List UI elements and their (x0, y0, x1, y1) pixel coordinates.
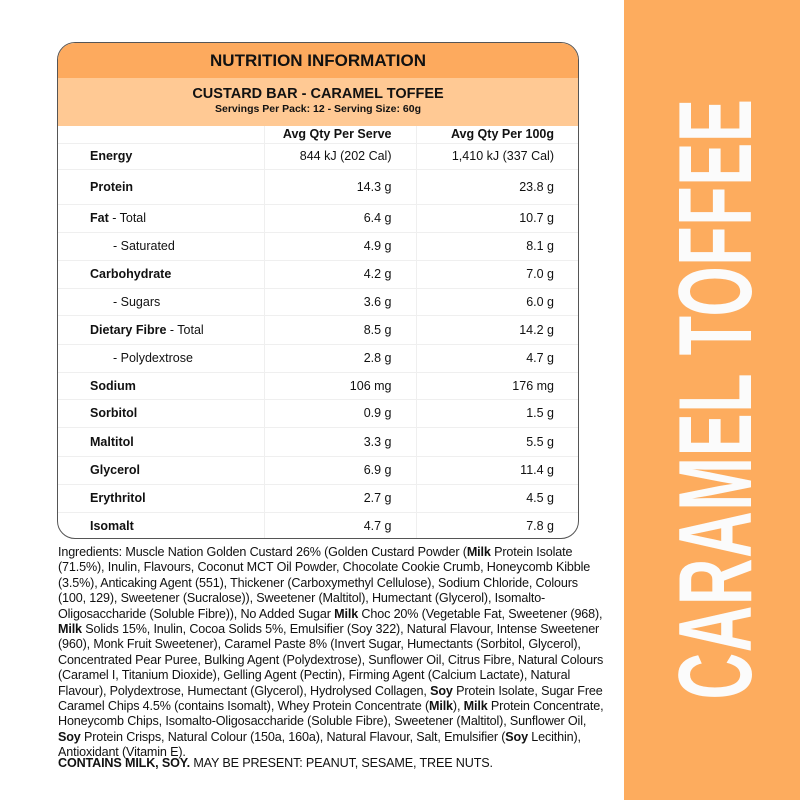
ingredient-text: Lecithin), Antioxidant (Vitamin E). (58, 729, 581, 760)
per-serve-value: 4.2 g (264, 260, 416, 288)
nutrient-qualifier: - Total (108, 211, 147, 225)
nutrient-label: Energy (90, 149, 133, 163)
table-row (58, 288, 578, 315)
nutrient-name (58, 399, 264, 427)
ingredient-text: Protein Isolate, Sugar Free Caramel Chips 4.5% (contains Isomalt), Whey Protein Concentrate ( (58, 683, 603, 714)
per-100g-value: 23.8 g (416, 169, 578, 204)
nutrient-label: Erythritol (90, 491, 146, 505)
allergen-highlight: Milk (429, 699, 453, 714)
table-row (58, 372, 578, 399)
panel-title: NUTRITION INFORMATION (58, 43, 578, 78)
per-100g-value: 4.5 g (416, 484, 578, 512)
flavour-vertical-title: CARAMEL TOFFEE (658, 98, 774, 700)
ingredient-text: Protein Isolate (71.5%), Inulin, Flavours, Coconut MCT Oil Powder, Chocolate Cookie Crumb, Honeycomb Kibble (3.5%), Anticaking Agent (551), Thickener (Carboxymethyl Cellulose), Sodium Chloride, Colours (100, 129), Sweetener (Sucralose)), Sweetener (Maltitol), Humectant (Glycerol), Isomalto-Oligosaccharide (Soluble Fibre)), No Added Sugar (58, 545, 591, 621)
per-100g-value: 1.5 g (416, 399, 578, 427)
nutrient-name (58, 456, 264, 484)
per-100g-value: 8.1 g (416, 232, 578, 260)
nutrient-name (58, 344, 264, 372)
allergen-statement (58, 756, 608, 771)
nutrient-qualifier: - Saturated (113, 239, 175, 253)
table-row (58, 143, 578, 169)
per-100g-value: 7.0 g (416, 260, 578, 288)
ingredient-text: Ingredients: Muscle Nation Golden Custard 26% (Golden Custard Powder ( (58, 545, 467, 559)
nutrient-label: Dietary Fibre (90, 322, 167, 337)
table-row (58, 344, 578, 372)
nutrient-label: Isomalt (90, 518, 134, 533)
per-serve-value: 6.4 g (264, 204, 416, 232)
per-serve-value: 3.6 g (264, 288, 416, 315)
nutrient-label: Sodium (90, 378, 136, 393)
per-100g-value: 7.8 g (416, 512, 578, 539)
per-100g-value: 176 mg (416, 372, 578, 399)
table-row (58, 204, 578, 232)
nutrient-name (58, 232, 264, 260)
nutrient-qualifier: - Sugars (113, 294, 161, 309)
allergen-highlight: Milk (58, 622, 82, 637)
per-100g-value: 14.2 g (416, 315, 578, 344)
allergen-highlight: Milk (334, 606, 359, 621)
per-serve-value: 2.8 g (264, 344, 416, 372)
table-row (58, 232, 578, 260)
product-header (58, 78, 578, 126)
servings-info: Servings Per Pack: 12 - Serving Size: 60g (214, 103, 421, 115)
table-row (58, 456, 578, 484)
nutrient-name (58, 169, 264, 204)
allergen-highlight: Milk (466, 545, 491, 559)
nutrient-label: Sorbitol (90, 406, 138, 420)
per-100g-value: 10.7 g (416, 204, 578, 232)
per-100g-value: 5.5 g (416, 427, 578, 456)
per-serve-value: 4.9 g (264, 232, 416, 260)
ingredient-text: Protein Concentrate, Honeycomb Chips, Isomalto-Oligosaccharide (Soluble Fibre), Sweetener (Maltitol), Sunflower Oil, (58, 699, 604, 729)
nutrient-qualifier: - Polydextrose (113, 351, 193, 365)
product-name: CUSTARD BAR - CARAMEL TOFFEE (192, 86, 444, 102)
nutrient-name (58, 260, 264, 288)
ingredient-text: ), (452, 699, 464, 714)
table-row (58, 169, 578, 204)
nutrient-label: Maltitol (90, 434, 134, 449)
per-serve-value: 14.3 g (264, 169, 416, 204)
ingredients-list (58, 545, 608, 761)
per-100g-value: 4.7 g (416, 344, 578, 372)
nutrition-rows (58, 143, 578, 539)
nutrition-table (58, 126, 578, 539)
per-serve-value: 0.9 g (264, 399, 416, 427)
nutrient-name (58, 315, 264, 344)
per-serve-value: 6.9 g (264, 456, 416, 484)
nutrient-label: Protein (90, 179, 134, 194)
nutrient-name (58, 512, 264, 539)
per-100g-value: 6.0 g (416, 288, 578, 315)
nutrient-name (58, 372, 264, 399)
table-row (58, 512, 578, 539)
ingredient-text: Solids 15%, Inulin, Cocoa Solids 5%, Emulsifier (Soy 322), Natural Flavour, Intense Sweetener (960), Monk Fruit Sweetener), Caramel Paste 8% (Invert Sugar, Humectants (Sorbitol, Glycerol), Concentrated Pear Puree, Bulking Agent (Polydextrose), Sunflower Oil, Citrus Fibre, Natural Colours (Caramel I, Titanium Dioxide), Gelling Agent (Pectin), Firming Agent (Calcium Lactate), Natural Flavour), Polydextrose, Humectant (Glycerol), Hydrolysed Collagen, (58, 622, 604, 698)
allergen-highlight: Soy (505, 729, 528, 744)
nutrient-name (58, 143, 264, 169)
per-serve-value: 8.5 g (264, 315, 416, 344)
per-100g-value: 1,410 kJ (337 Cal) (416, 143, 578, 169)
allergen-highlight: Milk (463, 699, 488, 714)
nutrient-name (58, 427, 264, 456)
per-serve-value: 3.3 g (264, 427, 416, 456)
table-row (58, 484, 578, 512)
table-row (58, 399, 578, 427)
allergen-highlight: Soy (430, 683, 453, 698)
per-serve-value: 2.7 g (264, 484, 416, 512)
table-row (58, 260, 578, 288)
allergen-highlight: Soy (58, 729, 81, 744)
per-serve-value: 4.7 g (264, 512, 416, 539)
column-header-per-serve: Avg Qty Per Serve (264, 126, 416, 143)
ingredient-text: Choc 20% (Vegetable Fat, Sweetener (968), (358, 606, 603, 621)
per-100g-value: 11.4 g (416, 456, 578, 484)
nutrient-qualifier: - Total (166, 322, 204, 337)
nutrient-name (58, 204, 264, 232)
nutrient-label: Carbohydrate (90, 267, 172, 281)
table-row (58, 315, 578, 344)
column-header-nutrient (58, 126, 264, 143)
nutrient-label: Fat (90, 211, 109, 225)
may-be-present-allergens: MAY BE PRESENT: PEANUT, SESAME, TREE NUTS. (189, 756, 493, 770)
contains-allergens: CONTAINS MILK, SOY. (58, 756, 190, 770)
nutrient-label: Glycerol (90, 463, 141, 477)
column-header-per-100g: Avg Qty Per 100g (416, 126, 578, 143)
per-serve-value: 106 mg (264, 372, 416, 399)
nutrient-name (58, 484, 264, 512)
nutrition-information-panel (57, 42, 579, 539)
ingredient-text: Protein Crisps, Natural Colour (150a, 160a), Natural Flavour, Salt, Emulsifier ( (80, 729, 506, 744)
per-serve-value: 844 kJ (202 Cal) (264, 143, 416, 169)
nutrient-name (58, 288, 264, 315)
table-header-row (58, 126, 578, 143)
table-row (58, 427, 578, 456)
